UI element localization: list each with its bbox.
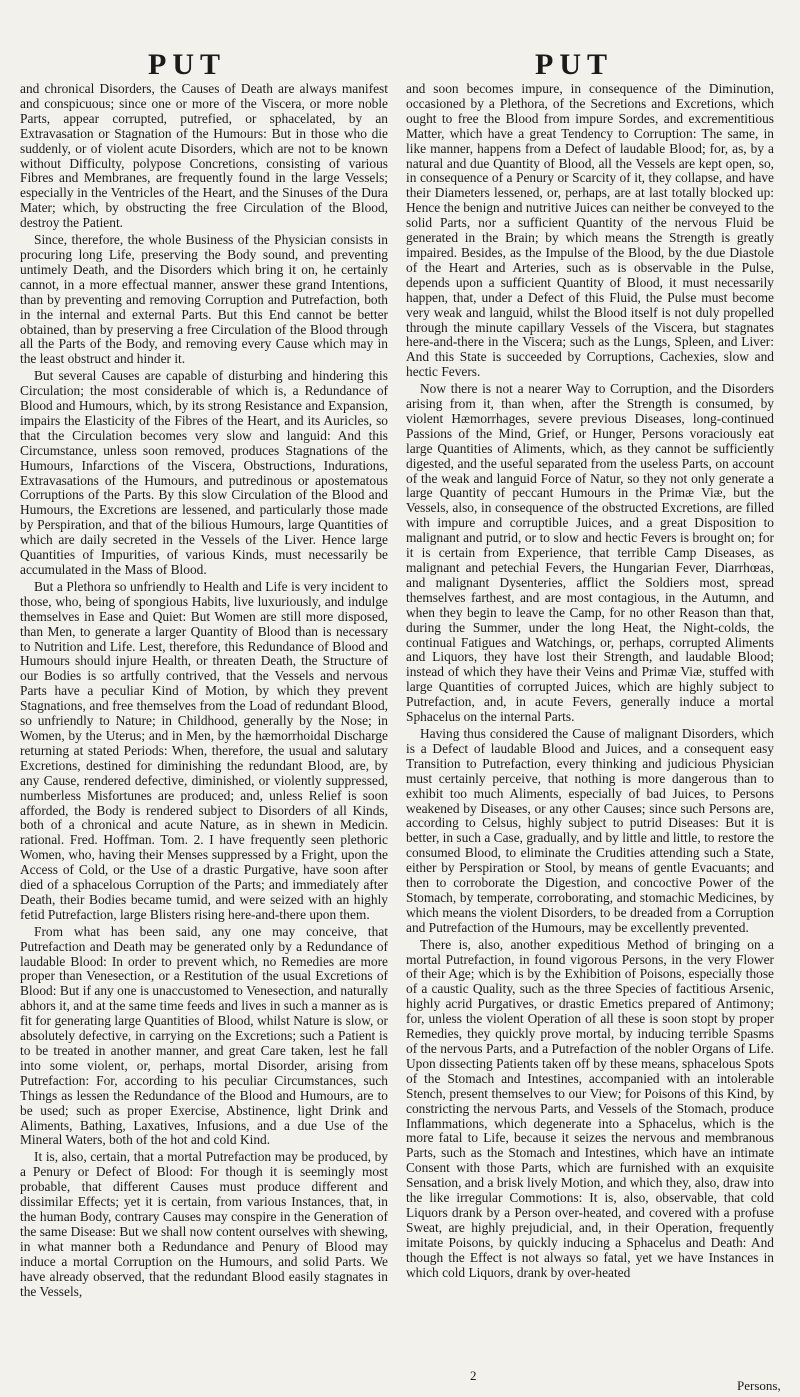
catchword: Persons, — [737, 1378, 781, 1393]
paragraph: and chronical Disorders, the Causes of Death are always manifest and conspicuous; since one or more of the Viscera, or more noble Parts, appear corrupted, putrefied, or sphacelated, by an Extravasation or Stagnation of the Humours: But in those who die suddenly, or of violent acute Disorders, which are not to be known without Difficulty, polypose Concretions, consisting of various Fibres and Membranes, are frequently found in the large Vessels; especially in the Ventricles of the Heart, and the Sinuses of the Dura Mater; which, by obstructing the free Circulation of the Blood, destroy the Patient. — [20, 82, 388, 231]
paragraph: It is, also, certain, that a mortal Putrefaction may be produced, by a Penury or Defect of Blood: For though it is seemingly most probable, that different Causes must produce different and dissimilar Effects; yet it is certain, from various Instances, that, in the human Body, contrary Causes may conspire in the Generation of the same Disease: But we shall now content ourselves with shewing, in what manner both a Redundance and Penury of Blood may induce a mortal Corruption on the Humours, and solid Parts. We have already observed, that the redundant Blood easily stagnates in the Vessels, — [20, 1149, 388, 1299]
paragraph: Since, therefore, the whole Business of the Physician consists in procuring long Life, preserving the Body sound, and preventing untimely Death, and the Disorders which bring it on, he certainly cannot, in a more effectual manner, answer these grand Intentions, than by preventing and removing Corruption and Putrefaction, both in the internal and external Parts. But this End cannot be better obtained, than by preserving a free Circulation of the Blood through all the Parts of the Body, and removing every Cause which may in the least obstruct and hinder it. — [20, 232, 388, 367]
paragraph: and soon becomes impure, in consequence of the Diminution, occasioned by a Plethora, of the Secretions and Excretions, which ought to free the Blood from impure Sordes, and excrementitious Matter, which have a great Tendency to Corruption: The same, in like manner, happens from a Defect of laudable Blood; for, as, by a natural and due Quantity of Blood, all the Vessels are kept open, so, in consequence of a Penury or Scarcity of it, they collapse, and have their Diameters lessened, or, perhaps, are at last totally blocked up: Hence the benign and nutritive Juices can neither be conveyed to the solid Parts, nor a sufficient Quantity of the nervous Fluid be generated in the Brain; by which means the Strength is greatly impaired. Besides, as the Impulse of the Blood, by the due Diastole of the Heart and Arteries, such as is observable in the Pulse, depends upon a sufficient Quantity of Blood, it must necessarily happen, that, under a Defect of this Fluid, the Pulse must become very weak and languid, whilst the Blood itself is not duly propelled through the minute capillary Vessels of the Viscera, but stagnates here-and-there in the Viscera; such as the Lungs, Spleen, and Liver: And this State is succeeded by Corruptions, Cachexies, slow and hectic Fevers. — [406, 82, 774, 380]
paragraph: But a Plethora so unfriendly to Health and Life is very incident to those, who, being of spongious Habits, live luxuriously, and indulge themselves in Ease and Quiet: But Women are still more disposed, than Men, to generate a larger Quantity of Blood than is necessary to Nutrition and Life. Lest, therefore, this Redundance of Blood and Humours should injure Health, or threaten Death, the Structure of our Bodies is so artfully contrived, that the Vessels and nervous Parts have a peculiar Kind of Motion, by which they prevent Stagnations, and free themselves from the Load of redundant Blood, so unfriendly to Nature; in Childhood, generally by the Nose; in Women, by the Uterus; and in Men, by the hæmorrhoidal Discharge returning at stated Periods: When, therefore, the usual and salutary Excretions, destined for diminishing the redundant Blood, are, by any Cause, rendered defective, diminished, or violently suppressed, numberless Misfortunes are produced; and, unless Relief is soon afforded, the Body is rendered subject to Disorders of all Kinds, both of a chronical and acute Nature, as in shewn in Medicin. rational. Fred. Hoffman. Tom. 2. I have frequently seen plethoric Women, who, having their Menses suppressed by a Fright, upon the Access of Cold, or the Use of a drastic Purgative, have soon after died of a sphacelous Corruption of the Parts; and immediately after Death, their Bodies became tumid, and were seized with an highly fetid Putrefaction, large Blisters rising here-and-there upon them. — [20, 578, 388, 922]
paragraph: From what has been said, any one may conceive, that Putrefaction and Death may be generated only by a Redundance of laudable Blood: In order to prevent which, no Remedies are more proper than Venesection, or a Restitution of the usual Excretions of Blood: But if any one is unaccustomed to Venesection, and naturally abhors it, and at the same time feeds and lives in such a manner as is fit for generating large Quantities of Blood, whilst Nature is slow, or absolutely defective, in carrying on the Excretions; such a Patient is to be treated in another manner, and great Care taken, lest he fall into some violent, or, perhaps, mortal Disorder, arising from Putrefaction: For, according to his peculiar Circumstances, such Things as lessen the Redundance of the Blood and Humours, are to be used; such as proper Exercise, Abstinence, light Drink and Aliments, Bathing, Laxatives, Infusions, and a due Use of the Mineral Waters, both of the hot and cold Kind. — [20, 923, 388, 1148]
right-column — [406, 82, 774, 1372]
paragraph: But several Causes are capable of disturbing and hindering this Circulation; the most considerable of which is, a Redundance of Blood and Humours, which, by its strong Resistance and Expansion, impairs the Elasticity of the Fibres of the Heart, and its Auricles, so that the Circulation becomes very slow and languid: And this Circumstance, unless soon removed, produces Stagnations of the Humours, Infarctions of the Viscera, Obstructions, Indurations, Extravasations of the Humours, and putredinous or apostematous Corruptions of the Parts. By this slow Circulation of the Blood and Humours, the Excretions are lessened, and particularly those made by Perspiration, and that of the bilious Humours, large Quantities of which are daily secreted in the Vessels of the Liver. Hence large Quantities of Impurities, of various Kinds, must necessarily be accumulated in the Mass of Blood. — [20, 368, 388, 577]
paragraph: There is, also, another expeditious Method of bringing on a mortal Putrefaction, in found vigorous Persons, in the very Flower of their Age; which is by the Exhibition of Poisons, especially those of a caustic Quality, such as the three Species of factitious Arsenic, highly acrid Purgatives, or drastic Emetics prepared of Antimony; for, unless the violent Operation of all these is soon stopt by proper Remedies, they quickly prove mortal, by inducing terrible Spasms of the nervous Parts, and a Putrefaction of the nobler Organs of Life. Upon dissecting Patients taken off by these means, sphacelous Spots of the Stomach and Intestines, accompanied with an intolerable Stench, present themselves to our View; for Poisons of this Kind, by constricting the nervous Parts, and Vessels of the Stomach, produce Inflammations, which degenerate into a Sphacelus, which is the more fatal to Life, because it seizes the nervous and membranous Parts, such as the Stomach and Intestines, which have an intimate Consent with those Parts, which are furnished with an exquisite Sensation, and a brisk lively Motion, and which they, also, draw into the like irregular Commotions: It is, also, observable, that cold Liquors drank by a Person over-heated, and covered with a profuse Sweat, are highly prejudicial, and, in their Operation, frequently imitate Poisons, by quickly inducing a Sphacelus and Death: And though the Effect is not always so fatal, yet we have Instances in which cold Liquors, drank by over-heated — [406, 936, 774, 1280]
paragraph: Having thus considered the Cause of malignant Disorders, which is a Defect of laudable Blood and Juices, and a consequent easy Transition to Putrefaction, every thinking and judicious Physician must certainly perceive, that nothing is more dangerous than to exhibit too much Aliments, especially of bad Juices, to Persons weakened by Diseases, or any other Causes; since such Persons are, according to Celsus, highly subject to putrid Diseases: But it is better, in such a Case, gradually, and by little and little, to restore the consumed Blood, to eliminate the Crudities attending such a State, either by Perspiration or Stool, by means of gentle Evacuants; and then to corroborate the Digestion, and concoctive Power of the Stomach, by temperate, corroborating, and stomachic Medicines, by which means the violent Disorders, to be dreaded from a Corruption and Putrefaction of the Humours, may be excellently prevented. — [406, 725, 774, 935]
running-head-left: PUT — [148, 48, 226, 81]
page-number: 2 — [470, 1368, 477, 1383]
paragraph: Now there is not a nearer Way to Corruption, and the Disorders arising from it, than when, after the Strength is consumed, by violent Hæmorrhages, severe previous Diseases, long-continued Passions of the Mind, Grief, or Hunger, Persons voraciously eat large Quantities of Aliments, which, as they cannot be sufficiently digested, and the useful separated from the useless Parts, on account of the weak and languid Force of Natur, so they not only generate a large Quantity of peccant Humours in the Primæ Viæ, but the Vessels, also, in consequence of the obstructed Excretions, are filled with impure and corruptible Juices, and a great Disposition to malignant and putrid, or to slow and hectic Fevers is brought on; for it is certain from Experience, that terrible Camp Diseases, as malignant and petechial Fevers, the Hungarian Fever, Diarrhœas, and malignant Dysenteries, afflict the Soldiers most, spread themselves farthest, and are most contagious, in the Autumn, and when they begin to leave the Camp, for no other Reason than that, during the Summer, under the long Heat, the Night-colds, the continual Fatigues and Watchings, or, perhaps, corrupted Aliments and Liquors, they have lost their Strength, and laudable Blood; instead of which they have their Veins and Primæ Viæ, stuffed with large Quantities of corrupted Juices, which are highly subject to Putrefaction, and, in acute Fevers, generally induce a mortal Sphacelus on the internal Parts. — [406, 381, 774, 725]
left-column — [20, 82, 388, 1372]
running-head-right: PUT — [535, 48, 613, 81]
